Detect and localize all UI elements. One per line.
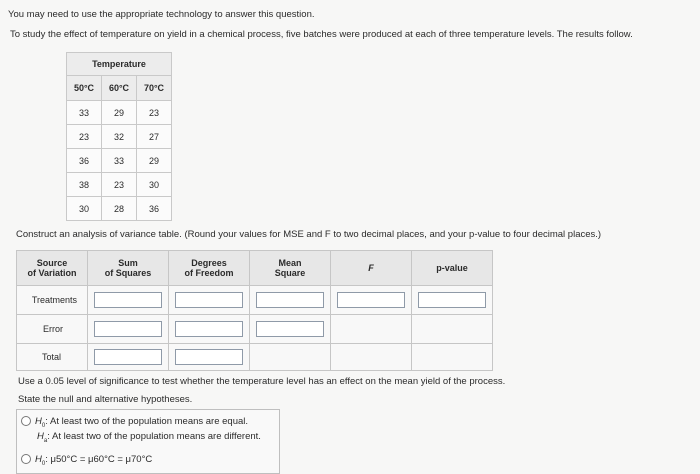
table-row (17, 344, 493, 371)
header-ss-line1: Sum (118, 258, 138, 268)
treatments-df-cell (169, 286, 250, 315)
treatments-f-cell (331, 286, 412, 315)
header-ms-line1: Mean (278, 258, 302, 268)
total-ss-cell (88, 344, 169, 371)
choice-2-radio[interactable] (21, 454, 31, 464)
treatments-ms-input[interactable] (256, 292, 324, 308)
treatments-ms-cell (250, 286, 331, 315)
table-cell: 30 (137, 173, 172, 197)
table-cell: 28 (102, 197, 137, 221)
choice-1-ha-text: At least two of the population means are different. (51, 431, 261, 442)
choice-2-h0-text: μ50°C = μ60°C = μ70°C (50, 454, 153, 465)
treatments-ss-input[interactable] (94, 292, 162, 308)
table-cell: 36 (137, 197, 172, 221)
error-ms-cell (250, 315, 331, 344)
row-label-error: Error (17, 315, 88, 344)
total-df-cell (169, 344, 250, 371)
table-cell: 32 (102, 125, 137, 149)
header-df-line2: of Freedom (184, 268, 234, 278)
total-ss-input[interactable] (94, 349, 162, 365)
table-cell: 27 (137, 125, 172, 149)
error-df-cell (169, 315, 250, 344)
choice-2[interactable]: $H_0$: μ50°C = μ60°C = μ70°C (21, 454, 152, 467)
total-f-cell (331, 344, 412, 371)
treatments-df-input[interactable] (175, 292, 243, 308)
temperature-data-table (66, 52, 172, 221)
table-row (67, 197, 172, 221)
table-cell: 36 (67, 149, 102, 173)
choice-1-ha: $H_a$: At least two of the population means are different. (37, 431, 261, 444)
treatments-p-input[interactable] (418, 292, 486, 308)
table-row (67, 101, 172, 125)
error-ms-input[interactable] (256, 321, 324, 337)
table-row (67, 125, 172, 149)
treatments-p-cell (412, 286, 493, 315)
header-sum-of-squares (88, 251, 169, 286)
header-degrees-of-freedom (169, 251, 250, 286)
header-df-line1: Degrees (191, 258, 227, 268)
table-cell: 33 (102, 149, 137, 173)
anova-table (16, 250, 493, 371)
header-source-line2: of Variation (27, 268, 77, 278)
treatments-f-input[interactable] (337, 292, 405, 308)
header-ms-line2: Square (274, 268, 306, 278)
table-cell: 23 (67, 125, 102, 149)
total-df-input[interactable] (175, 349, 243, 365)
hypothesis-choices (16, 409, 280, 474)
table-cell: 29 (137, 149, 172, 173)
header-source-line1: Source (36, 258, 68, 268)
column-header-70c: 70°C (137, 76, 172, 101)
table-cell: 23 (102, 173, 137, 197)
header-p-value: p-value (412, 251, 493, 286)
choice-1-radio[interactable] (21, 416, 31, 426)
table-row (17, 315, 493, 344)
row-label-treatments: Treatments (17, 286, 88, 315)
header-source (17, 251, 88, 286)
table-row (67, 173, 172, 197)
treatments-ss-cell (88, 286, 169, 315)
choice-1[interactable]: $H_0$: At least two of the population means are equal. (21, 416, 248, 429)
table-cell: 29 (102, 101, 137, 125)
error-df-input[interactable] (175, 321, 243, 337)
error-f-cell (331, 315, 412, 344)
problem-statement: To study the effect of temperature on yield in a chemical process, five batches were produced at each of three temperature levels. The results follow. (10, 29, 633, 40)
temperature-table-title: Temperature (67, 53, 172, 76)
table-row (17, 286, 493, 315)
error-p-cell (412, 315, 493, 344)
hypotheses-prompt: State the null and alternative hypotheses. (18, 394, 193, 405)
table-cell: 33 (67, 101, 102, 125)
header-mean-square (250, 251, 331, 286)
header-f: F (331, 251, 412, 286)
header-ss-line2: of Squares (104, 268, 152, 278)
significance-text: Use a 0.05 level of significance to test whether the temperature level has an effect on the mean yield of the process. (18, 376, 506, 387)
column-header-50c: 50°C (67, 76, 102, 101)
table-cell: 23 (137, 101, 172, 125)
tech-note: You may need to use the appropriate technology to answer this question. (8, 9, 315, 20)
table-cell: 38 (67, 173, 102, 197)
table-cell: 30 (67, 197, 102, 221)
error-ss-cell (88, 315, 169, 344)
row-label-total: Total (17, 344, 88, 371)
total-ms-cell (250, 344, 331, 371)
error-ss-input[interactable] (94, 321, 162, 337)
total-p-cell (412, 344, 493, 371)
choice-1-h0-text: At least two of the population means are equal. (49, 416, 249, 427)
column-header-60c: 60°C (102, 76, 137, 101)
table-row (67, 149, 172, 173)
anova-instruction: Construct an analysis of variance table. (Round your values for MSE and F to two decimal places, and your p-value to four decimal places.) (16, 229, 602, 240)
